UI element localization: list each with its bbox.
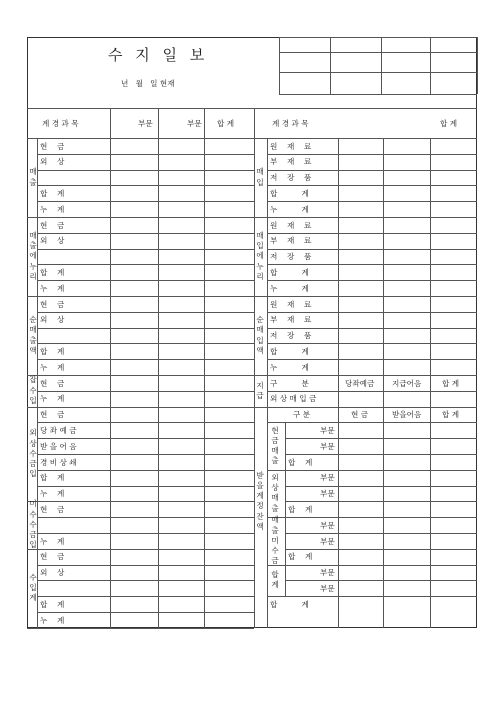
payment-col-total: 합 계: [442, 378, 460, 388]
left-group-line: [27, 217, 254, 218]
recv-dept-label: 부문: [320, 568, 335, 578]
left-row-line: [37, 486, 254, 487]
recv-col-line: [383, 407, 384, 628]
approval-box-line: [381, 37, 382, 94]
left-row-line: [37, 596, 254, 597]
right-row-label: 합 계: [270, 267, 309, 277]
right-row-line: [267, 233, 477, 234]
right-group-line: [254, 375, 477, 376]
recv-col-line: [285, 422, 286, 596]
left-row-label: 받 을 어 음: [40, 441, 77, 451]
right-row-label: 누 계: [270, 362, 309, 372]
recv-header-total: 합 계: [442, 410, 460, 420]
left-row-line: [37, 612, 254, 613]
right-col-line: [383, 138, 384, 407]
recv-header-notes: 받을어음: [392, 410, 422, 420]
recv-group-line: [267, 596, 477, 597]
left-col-line: [110, 108, 111, 628]
payment-line: [267, 391, 477, 392]
left-row-line: [37, 533, 254, 534]
recv-dept-label: 부문: [320, 441, 335, 451]
right-row-label: 원 재 료: [270, 141, 312, 151]
recv-row-line: [285, 549, 477, 550]
recv-header-div: 구 분: [293, 410, 311, 420]
header-right-total: 합 계: [440, 119, 458, 128]
right-col-line: [338, 138, 339, 407]
right-group-label: 매입: [256, 167, 264, 187]
left-row-line: [37, 312, 254, 313]
left-row-label: 합 계: [40, 346, 65, 356]
approval-box-line: [279, 72, 477, 73]
left-row-label: 경 비 상 쇄: [40, 457, 77, 467]
payment-label: 지급: [256, 380, 264, 400]
approval-box-line: [477, 37, 478, 94]
payment-col-notes: 지급어음: [392, 378, 422, 388]
left-row-line: [37, 438, 254, 439]
right-row-label: 저 장 품: [270, 173, 312, 183]
left-row-label: 외 상: [40, 236, 65, 246]
left-row-label: 현 금: [40, 220, 65, 230]
recv-row-line: [285, 486, 477, 487]
recv-group-line: [267, 565, 477, 566]
left-row-line: [37, 233, 254, 234]
right-group-label: 매입에누리: [256, 230, 264, 281]
left-row-line: [37, 249, 254, 250]
left-row-label: 누 계: [40, 536, 65, 546]
recv-row-line: [285, 580, 477, 581]
right-row-label: 누 계: [270, 204, 309, 214]
right-group-line: [254, 296, 477, 297]
header-dept2: 부문: [187, 119, 202, 128]
right-row-line: [267, 154, 477, 155]
payment-row2: 외 상 매 입 금: [270, 394, 317, 404]
left-row-label: 누 계: [40, 204, 65, 214]
header-total: 합 계: [217, 119, 235, 128]
left-group-label: 잡수입: [29, 375, 37, 405]
right-row-line: [267, 312, 477, 313]
left-row-line: [37, 517, 254, 518]
payment-row1: 구 분: [270, 378, 309, 388]
left-row-label: 현 금: [40, 552, 65, 562]
left-col-line: [37, 138, 38, 628]
recv-col-line: [267, 407, 268, 628]
recv-dept-label: 부문: [320, 473, 335, 483]
right-row-line: [267, 185, 477, 186]
left-row-line: [37, 264, 254, 265]
right-row-line: [267, 264, 477, 265]
right-col-line: [430, 138, 431, 407]
recv-dept-label: 부문: [320, 583, 335, 593]
approval-box-line: [330, 37, 331, 94]
left-group-label: 외상수금입: [29, 428, 37, 479]
left-row-label: 현 금: [40, 504, 65, 514]
left-row-line: [37, 565, 254, 566]
recv-col-line: [430, 407, 431, 628]
left-row-label: 현 금: [40, 299, 65, 309]
recv-row-line: [285, 501, 477, 502]
right-row-label: 부 재 료: [270, 157, 312, 167]
right-row-label: 부 재 료: [270, 236, 312, 246]
header-left-account: 계 경 과 목: [42, 119, 79, 128]
recv-subgroup-label: 외상매출: [271, 472, 279, 513]
right-row-line: [267, 249, 477, 250]
right-group-label: 순매입액: [256, 315, 264, 355]
left-row-label: 누 계: [40, 615, 65, 625]
date-line: 년 월 일 현재: [121, 79, 175, 88]
payment-line: [254, 407, 477, 408]
left-row-line: [37, 580, 254, 581]
left-group-label: 순매출액: [29, 315, 37, 355]
left-row-line: [37, 201, 254, 202]
left-col-line: [204, 108, 205, 628]
approval-box-line: [279, 37, 280, 94]
recv-dept-label: 부문: [320, 489, 335, 499]
left-row-label: 합 계: [40, 599, 65, 609]
left-group-line: [27, 296, 254, 297]
approval-box-line: [279, 37, 477, 38]
left-row-line: [37, 454, 254, 455]
left-row-line: [37, 343, 254, 344]
header-dept1: 부문: [138, 119, 153, 128]
left-row-label: 현 금: [40, 141, 65, 151]
left-row-line: [37, 170, 254, 171]
left-row-label: 합 계: [40, 267, 65, 277]
right-row-line: [267, 280, 477, 281]
recv-sum-label: 합 계: [288, 504, 313, 514]
right-row-line: [267, 359, 477, 360]
approval-box-line: [430, 37, 431, 94]
left-row-label: 외 상: [40, 315, 65, 325]
recv-sum-label: 합 계: [288, 457, 313, 467]
left-row-line: [37, 422, 254, 423]
left-row-label: 당 좌 예 금: [40, 425, 77, 435]
right-row-label: 저 장 품: [270, 252, 312, 262]
recv-dept-label: 부문: [320, 425, 335, 435]
left-row-label: 누 계: [40, 394, 65, 404]
recv-group-line: [267, 517, 477, 518]
left-col-line: [158, 108, 159, 628]
recv-final-total: 합 계: [270, 599, 309, 609]
left-group-line: [27, 375, 254, 376]
payment-col-checking: 당좌예금: [345, 378, 375, 388]
left-group-line: [27, 628, 254, 629]
right-row-label: 부 재 료: [270, 315, 312, 325]
left-row-label: 현 금: [40, 378, 65, 388]
recv-dept-label: 부문: [320, 520, 335, 530]
left-row-line: [37, 359, 254, 360]
right-row-label: 합 계: [270, 346, 309, 356]
left-row-label: 누 계: [40, 362, 65, 372]
header-right-account: 계 경 과 목: [272, 119, 309, 128]
right-row-line: [267, 343, 477, 344]
recv-row-line: [285, 438, 477, 439]
left-row-line: [37, 154, 254, 155]
left-row-label: 합 계: [40, 473, 65, 483]
header-line: [27, 108, 477, 109]
approval-box-line: [279, 94, 477, 95]
right-row-label: 누 계: [270, 283, 309, 293]
right-row-label: 원 재 료: [270, 220, 312, 230]
left-row-line: [37, 185, 254, 186]
left-row-line: [37, 470, 254, 471]
left-row-line: [37, 280, 254, 281]
right-row-line: [267, 170, 477, 171]
left-row-label: 외 상: [40, 157, 65, 167]
left-row-label: 현 금: [40, 410, 65, 420]
left-row-label: 외 상: [40, 568, 65, 578]
right-row-label: 원 재 료: [270, 299, 312, 309]
recv-dept-label: 부문: [320, 536, 335, 546]
page-title: 수 지 일 보: [108, 46, 209, 64]
left-group-line: [27, 407, 254, 408]
left-row-line: [37, 391, 254, 392]
left-row-line: [37, 328, 254, 329]
recv-subgroup-label: 합계: [271, 570, 279, 590]
right-row-label: 합 계: [270, 188, 309, 198]
left-group-label: 매출: [29, 167, 37, 187]
recv-subgroup-label: 매출미수금: [271, 515, 279, 566]
right-group-line: [254, 217, 477, 218]
right-row-line: [267, 328, 477, 329]
recv-line: [267, 422, 477, 423]
left-group-label: 미수수금입: [29, 499, 37, 550]
recv-subgroup-label: 현금매출: [271, 425, 279, 466]
right-row-label: 저 장 품: [270, 331, 312, 341]
left-group-label: 매출에누리: [29, 230, 37, 281]
approval-box-line: [279, 52, 477, 53]
left-group-label: 수입계: [29, 572, 37, 603]
recv-header-cash: 현 금: [351, 410, 369, 420]
recv-row-line: [285, 533, 477, 534]
left-row-label: 누 계: [40, 283, 65, 293]
right-row-line: [267, 201, 477, 202]
recv-row-line: [285, 454, 477, 455]
left-row-label: 누 계: [40, 489, 65, 499]
recv-sum-label: 합 계: [288, 552, 313, 562]
left-group-line: [27, 549, 254, 550]
left-group-line: [27, 501, 254, 502]
recv-group-line: [267, 470, 477, 471]
recv-label: 받을계정잔액: [256, 470, 264, 531]
right-col-line: [267, 138, 268, 407]
recv-col-line: [338, 407, 339, 628]
header-line: [27, 138, 477, 139]
left-row-label: 합 계: [40, 188, 65, 198]
